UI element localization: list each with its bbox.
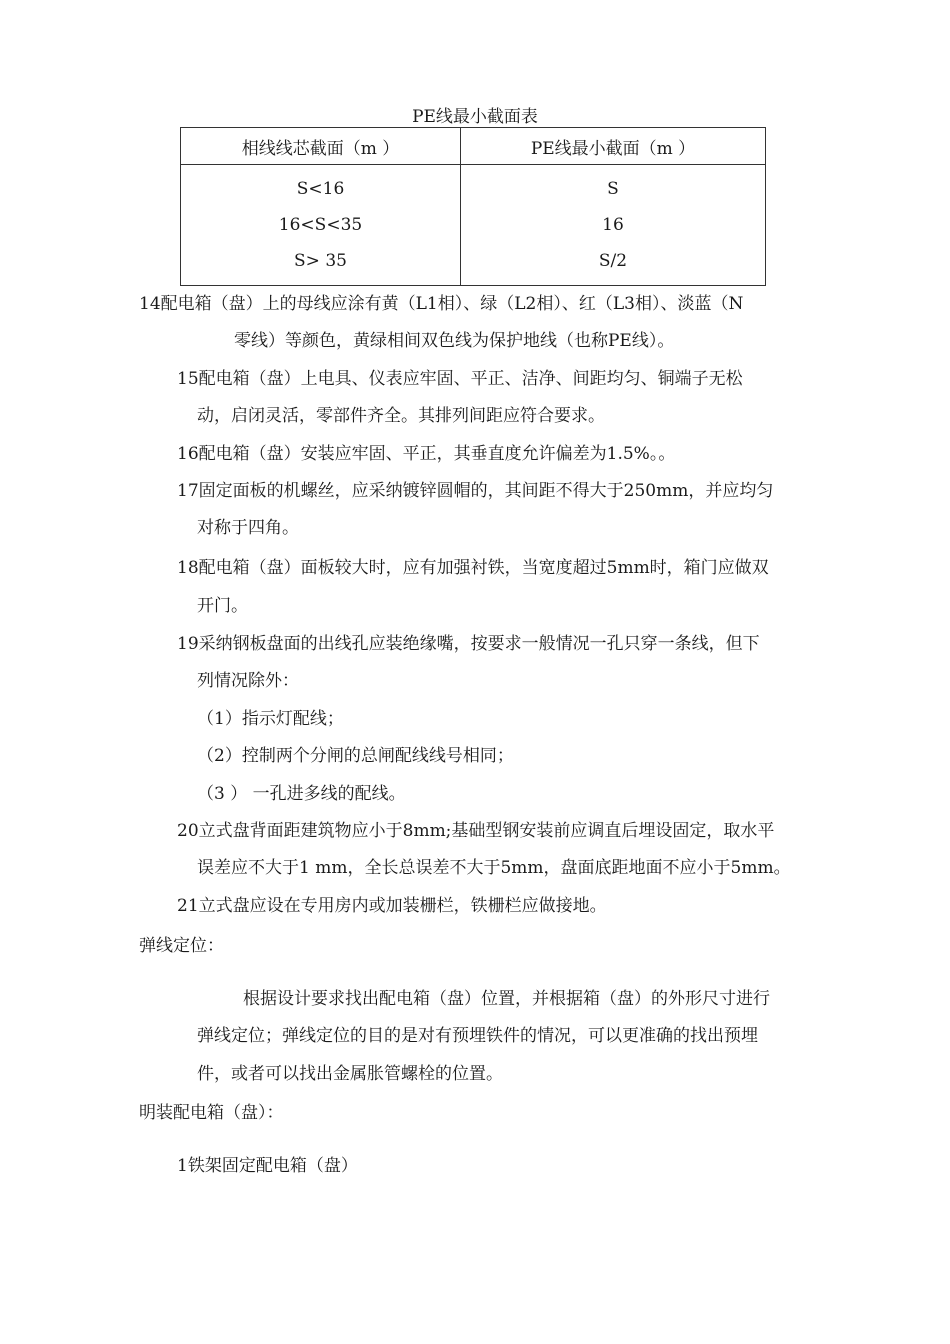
table-row <box>181 243 766 286</box>
item-19-subitem-2: （2）控制两个分闸的总闸配线线号相同； <box>197 746 514 766</box>
table-cell: S/2 <box>461 243 766 286</box>
table-cell: S<16 <box>181 165 461 208</box>
item-19-line-1: 19采纳钢板盘面的出线孔应装绝缘嘴，按要求一般情况一孔只穿一条线，但下 <box>177 634 760 654</box>
table-header-phase-section: 相线线芯截面（m ） <box>181 128 461 165</box>
item-17-line-1: 17固定面板的机螺丝，应采纳镀锌圆帽的，其间距不得大于250mm，并应均匀 <box>177 481 774 501</box>
table-cell: 16 <box>461 207 766 243</box>
heading-tanxian-dingwei: 弹线定位： <box>139 936 224 956</box>
table-cell: 16<S<35 <box>181 207 461 243</box>
item-15-line-2: 动，启闭灵活，零部件齐全。其排列间距应符合要求。 <box>197 406 605 426</box>
item-20-line-1: 20立式盘背面距建筑物应小于8mm;基础型钢安装前应调直后埋设固定，取水平 <box>177 821 775 841</box>
table-cell: S <box>461 165 766 208</box>
item-17-line-2: 对称于四角。 <box>197 518 299 538</box>
item-19-subitem-3: （3 ） 一孔进多线的配线。 <box>197 784 406 804</box>
item-18-line-1: 18配电箱（盘）面板较大时，应有加强衬铁，当宽度超过5mm时，箱门应做双 <box>177 558 769 578</box>
pe-min-section-table <box>180 127 766 286</box>
table-header-pe-section: PE线最小截面（m ） <box>461 128 766 165</box>
item-15-line-1: 15配电箱（盘）上电具、仪表应牢固、平正、洁净、间距均匀、铜端子无松 <box>177 369 743 389</box>
tanxian-line-1: 根据设计要求找出配电箱（盘）位置，并根据箱（盘）的外形尺寸进行 <box>243 989 770 1009</box>
tanxian-line-2: 弹线定位；弹线定位的目的是对有预埋铁件的情况，可以更准确的找出预埋 <box>197 1026 758 1046</box>
tanxian-line-3: 件，或者可以找出金属胀管螺栓的位置。 <box>197 1064 503 1084</box>
item-19-subitem-1: （1）指示灯配线； <box>197 709 344 729</box>
item-21-line-1: 21立式盘应设在专用房内或加装栅栏，铁栅栏应做接地。 <box>177 896 607 916</box>
item-20-line-2: 误差应不大于1 mm，全长总误差不大于5mm，盘面底距地面不应小于5mm。 <box>197 858 791 878</box>
mingzhuang-item-1: 1铁架固定配电箱（盘） <box>177 1156 358 1176</box>
table-row <box>181 165 766 208</box>
table-cell: S> 35 <box>181 243 461 286</box>
item-19-line-2: 列情况除外： <box>197 671 299 691</box>
table-caption: PE线最小截面表 <box>412 107 538 127</box>
heading-mingzhuang: 明装配电箱（盘）： <box>139 1103 284 1123</box>
item-16-line-1: 16配电箱（盘）安装应牢固、平正，其垂直度允许偏差为1.5%。。 <box>177 444 676 464</box>
item-14-line-1: 14配电箱（盘）上的母线应涂有黄（L1相）、绿（L2相）、红（L3相）、淡蓝（N <box>139 294 744 314</box>
table-row <box>181 207 766 243</box>
item-14-line-2: 零线）等颜色，黄绿相间双色线为保护地线（也称PE线）。 <box>234 331 675 351</box>
item-18-line-2: 开门。 <box>197 596 248 616</box>
